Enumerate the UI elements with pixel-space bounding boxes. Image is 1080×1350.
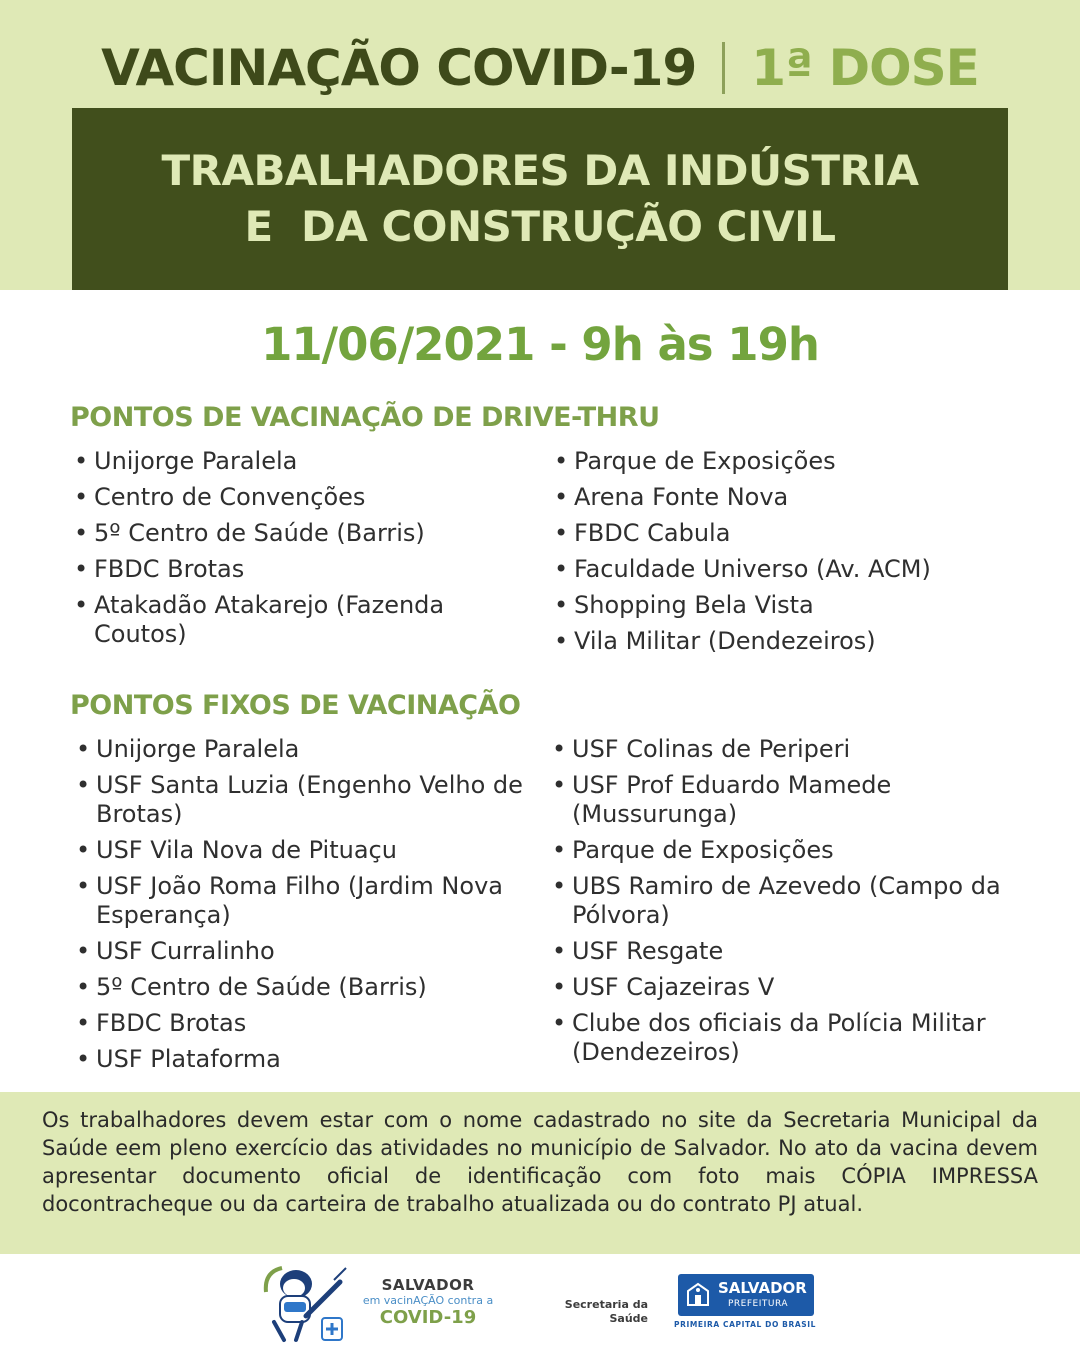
- footer: [0, 1254, 1080, 1350]
- vaccine-mascot-icon: [262, 1262, 352, 1344]
- list-item: • 5º Centro de Saúde (Barris): [72, 519, 522, 548]
- list-item: • USF Santa Luzia (Engenho Velho de Brotas): [74, 771, 524, 829]
- campaign-line-1: SALVADOR: [381, 1276, 475, 1294]
- list-item: • Clube dos oficiais da Polícia Militar (Dendezeiros): [550, 1009, 1030, 1067]
- drive-thru-title: PONTOS DE VACINAÇÃO DE DRIVE-THRU: [70, 402, 660, 433]
- list-item: • Unijorge Paralela: [74, 735, 524, 764]
- list-item: • FBDC Cabula: [552, 519, 1022, 548]
- list-item: • Parque de Exposições: [552, 447, 1022, 476]
- title-divider: [722, 42, 725, 94]
- date-time: 11/06/2021 - 9h às 19h: [261, 318, 819, 371]
- audience-line-2: E DA CONSTRUÇÃO CIVIL: [244, 202, 836, 251]
- prefeitura-name: SALVADOR: [718, 1279, 807, 1297]
- list-item: • USF Colinas de Periperi: [550, 735, 1030, 764]
- list-item: • Unijorge Paralela: [72, 447, 522, 476]
- fixed-list-right: [550, 735, 1030, 1074]
- list-item: • USF Curralinho: [74, 937, 524, 966]
- audience-line-1: TRABALHADORES DA INDÚSTRIA: [161, 146, 919, 195]
- prefeitura-badge: [678, 1274, 814, 1316]
- secretaria-line-2: Saúde: [609, 1312, 648, 1325]
- list-item: • 5º Centro de Saúde (Barris): [74, 973, 524, 1002]
- list-item: • Arena Fonte Nova: [552, 483, 1022, 512]
- drive-thru-list-right: [552, 447, 1022, 663]
- page-title: VACINAÇÃO COVID-19: [101, 38, 697, 97]
- list-item: • USF Prof Eduardo Mamede (Mussurunga): [550, 771, 1030, 829]
- campaign-brand: [358, 1276, 498, 1328]
- list-item: • Atakadão Atakarejo (Fazenda Coutos): [72, 591, 522, 649]
- campaign-line-2: em vacinAÇÃO contra a: [362, 1294, 494, 1307]
- prefeitura-tagline: PRIMEIRA CAPITAL DO BRASIL: [673, 1320, 817, 1329]
- list-item: • FBDC Brotas: [72, 555, 522, 584]
- fixed-list-left: [74, 735, 524, 1081]
- requirements-text: Os trabalhadores devem estar com o nome cadastrado no site da Secretaria Municipal da Saúde eem pleno exercício das atividades no município de Salvador. No ato da vacina devem apresentar documento oficial de identificação com foto mais CÓPIA IMPRESSA docontracheque ou da carteira de trabalho atualizada ou do contrato PJ atual.: [42, 1108, 1038, 1216]
- list-item: • USF João Roma Filho (Jardim Nova Esperança): [74, 872, 524, 930]
- city-crest-icon: [684, 1281, 712, 1309]
- secretaria-line-1: Secretaria da: [564, 1298, 648, 1311]
- list-item: • FBDC Brotas: [74, 1009, 524, 1038]
- list-item: • Shopping Bela Vista: [552, 591, 1022, 620]
- requirements-note: [0, 1092, 1080, 1254]
- list-item: • USF Cajazeiras V: [550, 973, 1030, 1002]
- list-item: • USF Vila Nova de Pituaçu: [74, 836, 524, 865]
- audience-banner: [72, 108, 1008, 290]
- list-item: • USF Resgate: [550, 937, 1030, 966]
- list-item: • UBS Ramiro de Azevedo (Campo da Pólvora): [550, 872, 1030, 930]
- prefeitura-logo: [672, 1274, 818, 1332]
- list-item: • USF Plataforma: [74, 1045, 524, 1074]
- dose-label: 1ª DOSE: [751, 38, 979, 97]
- campaign-line-3: COVID-19: [379, 1307, 477, 1328]
- header-title-row: [0, 30, 1080, 105]
- fixed-points-title: PONTOS FIXOS DE VACINAÇÃO: [70, 690, 521, 721]
- prefeitura-sub: PREFEITURA: [728, 1299, 789, 1309]
- list-item: • Parque de Exposições: [550, 836, 1030, 865]
- list-item: • Centro de Convenções: [72, 483, 522, 512]
- list-item: • Faculdade Universo (Av. ACM): [552, 555, 1022, 584]
- list-item: • Vila Militar (Dendezeiros): [552, 627, 1022, 656]
- drive-thru-list-left: [72, 447, 522, 656]
- secretaria-label: [560, 1298, 648, 1326]
